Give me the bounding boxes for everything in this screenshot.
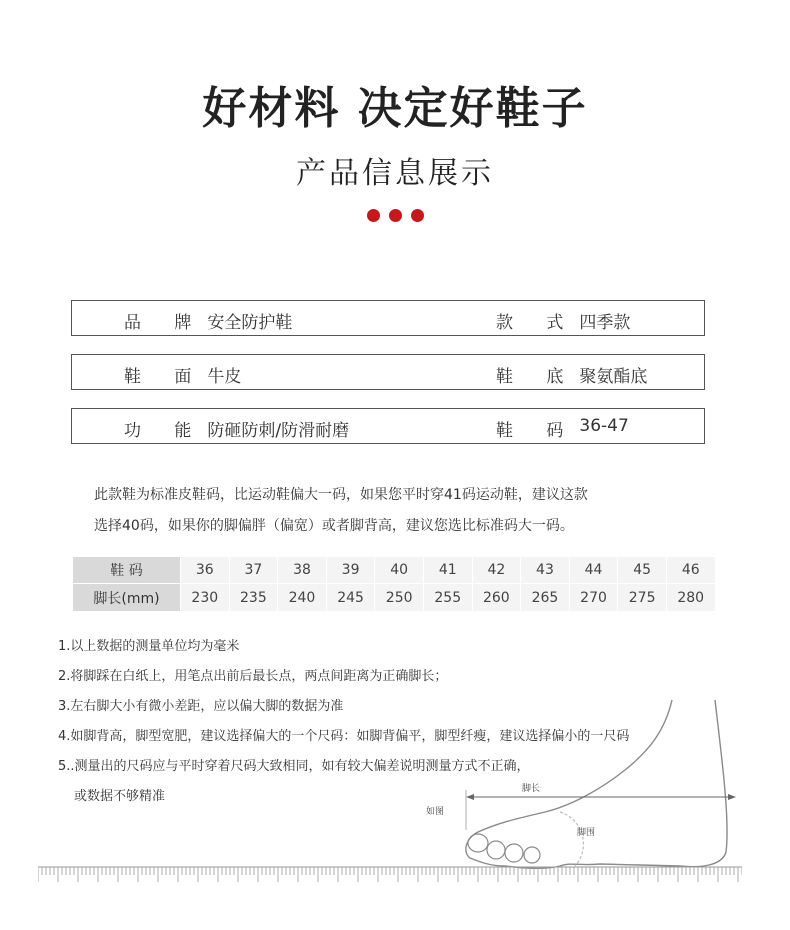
advice-line: 选择40码，如果你的脚偏胖（偏宽）或者脚背高，建议您选比标准码大一码。 xyxy=(94,518,574,534)
note-item: 5..测量出的尺码应与平时穿着尺码大致相同，如有较大偏差说明测量方式不正确， xyxy=(58,759,530,774)
info-value: 聚氨酯底 xyxy=(579,367,648,387)
size-cell: 40 xyxy=(374,557,423,584)
length-cell: 250 xyxy=(374,584,423,611)
size-cell: 44 xyxy=(569,557,618,584)
row-header: 脚长(mm) xyxy=(73,584,180,611)
length-cell: 240 xyxy=(277,584,326,611)
note-item: 4.如脚背高，脚型宽肥，建议选择偏大的一个尺码：如脚背偏平，脚型纤瘦，建议选择偏小的一尺码 xyxy=(58,729,630,744)
note-item: 或数据不够精准 xyxy=(74,789,166,804)
length-cell: 265 xyxy=(520,584,569,611)
note-item: 3.左右脚大小有微小差距，应以偏大脚的数据为准 xyxy=(58,699,344,714)
info-value: 36-47 xyxy=(579,416,629,436)
size-cell: 45 xyxy=(617,557,666,584)
info-label: 鞋 面 xyxy=(124,367,206,387)
info-value: 牛皮 xyxy=(207,367,242,387)
length-cell: 270 xyxy=(569,584,618,611)
info-label: 款 式 xyxy=(496,313,578,333)
info-label: 功 能 xyxy=(124,421,206,441)
info-value: 安全防护鞋 xyxy=(207,313,293,333)
length-label: 脚长 xyxy=(522,784,541,794)
info-value: 防砸防刺/防滑耐磨 xyxy=(207,421,350,441)
note-item: 2.将脚踩在白纸上，用笔点出前后最长点，两点间距离为正确脚长； xyxy=(58,669,448,684)
size-cell: 38 xyxy=(277,557,326,584)
length-cell: 235 xyxy=(229,584,278,611)
size-cell: 42 xyxy=(472,557,521,584)
figure-label: 如图 xyxy=(426,807,445,817)
page-title: 好材料 决定好鞋子 xyxy=(202,83,588,134)
size-cell: 46 xyxy=(666,557,715,584)
info-label: 鞋 码 xyxy=(496,421,578,441)
ruler-icon xyxy=(38,864,742,886)
row-header: 鞋 码 xyxy=(73,557,180,584)
size-cell: 36 xyxy=(180,557,229,584)
info-label: 品 牌 xyxy=(124,313,206,333)
section-subtitle: 产品信息展示 xyxy=(296,156,494,191)
size-cell: 37 xyxy=(229,557,278,584)
info-value: 四季款 xyxy=(579,313,631,333)
measurement-notes xyxy=(58,632,629,812)
advice-line: 此款鞋为标准皮鞋码，比运动鞋偏大一码，如果您平时穿41码运动鞋，建议这款 xyxy=(94,487,588,503)
length-cell: 260 xyxy=(472,584,521,611)
length-cell: 255 xyxy=(423,584,472,611)
girth-label: 脚围 xyxy=(577,828,596,838)
size-cell: 43 xyxy=(520,557,569,584)
size-cell: 41 xyxy=(423,557,472,584)
length-cell: 230 xyxy=(180,584,229,611)
length-cell: 280 xyxy=(666,584,715,611)
note-item: 1.以上数据的测量单位均为毫米 xyxy=(58,639,240,654)
length-cell: 245 xyxy=(326,584,375,611)
info-label: 鞋 底 xyxy=(496,367,578,387)
length-cell: 275 xyxy=(617,584,666,611)
size-cell: 39 xyxy=(326,557,375,584)
